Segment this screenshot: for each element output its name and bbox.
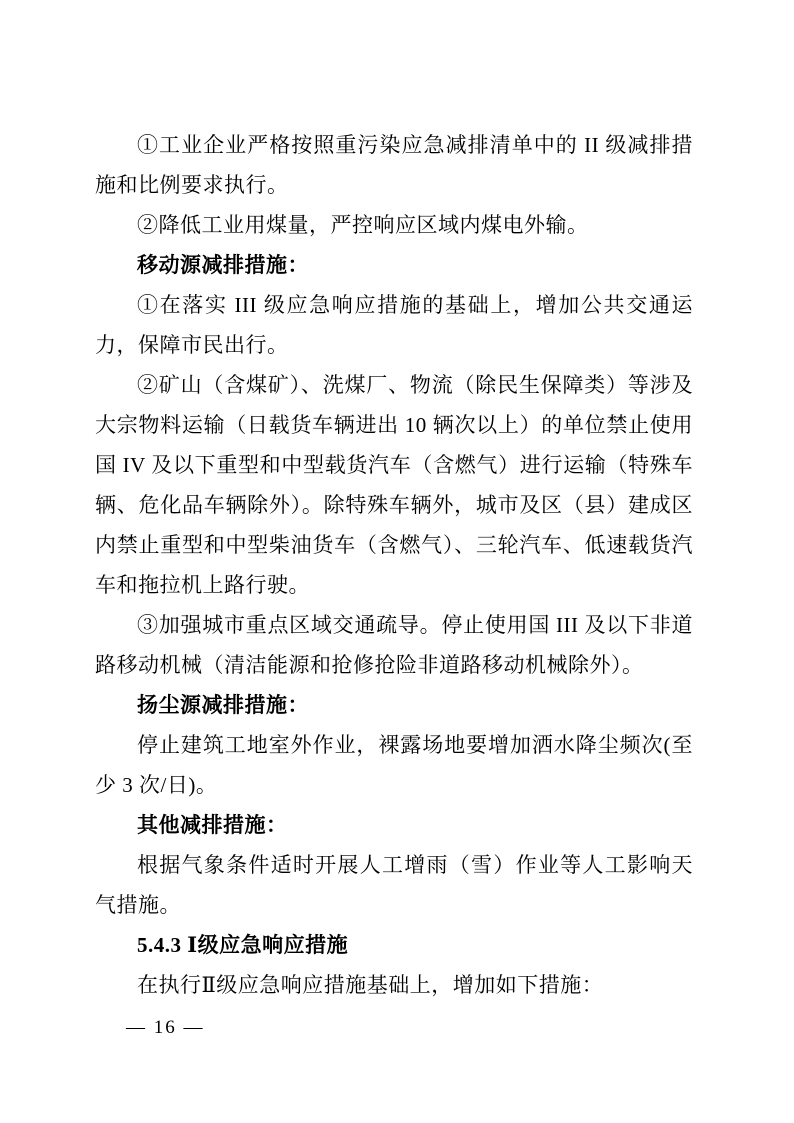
para-mobile-measure-3: ③加强城市重点区域交通疏导。停止使用国 III 及以下非道路移动机械（清洁能源和抢修抢险非道路移动机械除外）。 [95, 613, 693, 677]
para-industrial-measure-1: ①工业企业严格按照重污染应急减排清单中的 II 级减排措施和比例要求执行。 [95, 133, 693, 197]
para-industrial-measure-2: ②降低工业用煤量，严控响应区域内煤电外输。 [137, 213, 589, 237]
para-level1-response-intro: 在执行Ⅱ级应急响应措施基础上，增加如下措施： [137, 973, 604, 997]
document-body [95, 125, 693, 1005]
heading-dust-source-measures: 扬尘源减排措施： [137, 693, 309, 717]
para-other-measure: 根据气象条件适时开展人工增雨（雪）作业等人工影响天气措施。 [95, 853, 693, 917]
page-number: — 16 — [126, 1017, 205, 1038]
para-mobile-measure-1: ①在落实 III 级应急响应措施的基础上，增加公共交通运力，保障市民出行。 [95, 293, 693, 357]
heading-section-5-4-3-level1-response: 5.4.3 Ⅰ级应急响应措施 [137, 933, 349, 957]
para-dust-measure: 停止建筑工地室外作业，裸露场地要增加洒水降尘频次(至少 3 次/日)。 [95, 733, 693, 797]
heading-mobile-source-measures: 移动源减排措施： [137, 253, 309, 277]
para-mobile-measure-2: ②矿山（含煤矿）、洗煤厂、物流（除民生保障类）等涉及大宗物料运输（日载货车辆进出 10 辆次以上）的单位禁止使用国 IV 及以下重型和中型载货汽车（含燃气）进行运输（特殊车辆、危化品车辆除外）。除特殊车辆外，城市及区（县）建成区内禁止重型和中型柴油货车（含燃气）、三轮汽车、低速载货汽车和拖拉机上路行驶。 [95, 373, 693, 597]
heading-other-measures: 其他减排措施： [137, 813, 288, 837]
